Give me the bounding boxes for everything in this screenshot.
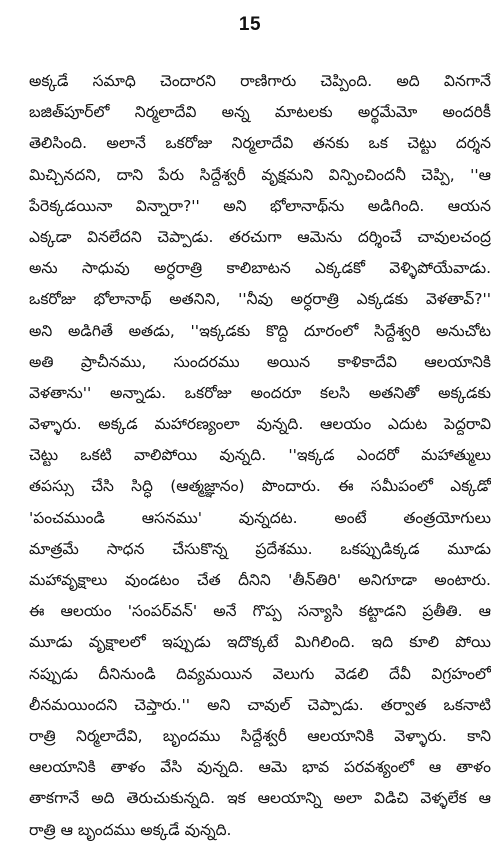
text-line: తాకగానే అది తెరుచుకున్నది. ఇక ఆలయాన్ని అలా విడిచి వెళ్ళలేక ఆ: [29, 789, 491, 808]
text-line: అని అడిగితే అతడు, ''ఇక్కడకు కొద్ది దూరంలో సిద్దేశ్వరి అనుచోట: [29, 321, 491, 340]
text-line: ఆలయానికి తాళం వేసి వున్నది. ఆమె భావ పరవశ్యంలో ఆ తాళం: [29, 758, 491, 777]
text-line: రాత్రి ఆ బృందము అక్కడే వున్నది.: [29, 820, 232, 839]
page-number: 15: [238, 14, 262, 35]
text-line: చెట్టు ఒకటి వాలిపోయి వున్నది. ''ఇక్కడ ఎందరో మహాత్ములు: [29, 446, 491, 465]
text-line: మహావృక్షాలు వుండటం చేత దీనిని 'తీన్‌తిరి' అనిగూడా అంటారు.: [29, 571, 491, 589]
text-line: వెళ్ళారు. అక్కడ మహారణ్యంలా వున్నది. ఆలయం ఎదుట పెద్దరావి: [29, 415, 491, 434]
text-line: తెలిసింది. అలానే ఒకరోజు నిర్మలాదేవి తనకు ఒక చెట్టు దర్శన: [29, 134, 491, 153]
text-line: వెళతాను'' అన్నాడు. ఒకరోజు అందరూ కలసి అతనితో అక్కడకు: [29, 383, 491, 402]
text-line: తపస్సు చేసి సిద్ధి (ఆత్మజ్ఞానం) పొందారు. ఈ సమీపంలో ఎక్కడో: [29, 477, 491, 496]
text-line: ఒకరోజు భోలానాథ్ అతనిని, ''నీవు అర్ధరాత్రి ఎక్కడకు వెళతావ్?'': [29, 290, 491, 309]
text-line: మాత్రమే సాధన చేసుకొన్న ప్రదేశము. ఒకప్పుడిక్కడ మూడు: [29, 539, 491, 558]
text-line: పేరెక్కడయినా విన్నారా?'' అని భోలానాథ్‌ను అడిగింది. ఆయన: [29, 196, 491, 215]
text-line: మిచ్చినదని, దాని పేరు సిద్దేశ్వరీ వృక్షమని విన్పించిందనీ చెప్పి, ''ఆ: [29, 165, 491, 184]
text-line: అతి ప్రాచీనము, సుందరము అయిన కాళికాదేవి ఆలయానికి: [29, 352, 491, 371]
text-line: నప్పుడు దీనినుండి దివ్యమయిన వెలుగు వెడలి దేవీ విగ్రహంలో: [29, 664, 491, 683]
text-line: లీనమయిందని చెప్తారు.'' అని చావుల్ చెప్పాడు. తర్వాత ఒకనాటి: [29, 695, 491, 714]
text-line: 'పంచముండి ఆసనము' వున్నదట. అంటే తంత్రయోగులు: [29, 508, 491, 527]
text-line: మూడు వృక్షాలలో ఇప్పుడు ఇదొక్కటే మిగిలింది. ఇది కూలి పోయి: [29, 633, 491, 652]
body-text: [29, 66, 491, 846]
text-line: ఈ ఆలయం 'సంపర్‌వన్' అనే గొప్ప సన్యాసి కట్టాడని ప్రతీతి. ఆ: [29, 602, 491, 621]
text-line: అక్కడే సమాధి చెందారని రాణిగారు చెప్పింది. అది వినగానే: [29, 72, 491, 90]
text-line: ఎక్కడా వినలేదని చెప్పాడు. తరచుగా ఆమెను దర్శించే చావులచంద్ర: [29, 227, 491, 246]
text-line: బజిత్‌పూర్‌లో నిర్మలాదేవి అన్న మాటలకు అర్థమేమో అందరికీ: [29, 103, 491, 122]
text-line: రాత్రి నిర్మలాదేవి, బృందము సిద్దేశ్వరీ ఆలయానికి వెళ్ళారు. కాని: [29, 726, 491, 745]
text-line: అను సాధువు అర్ధరాత్రి కాలిబాటన ఎక్కడకో వెళ్ళిపోయేవాడు.: [29, 259, 491, 278]
